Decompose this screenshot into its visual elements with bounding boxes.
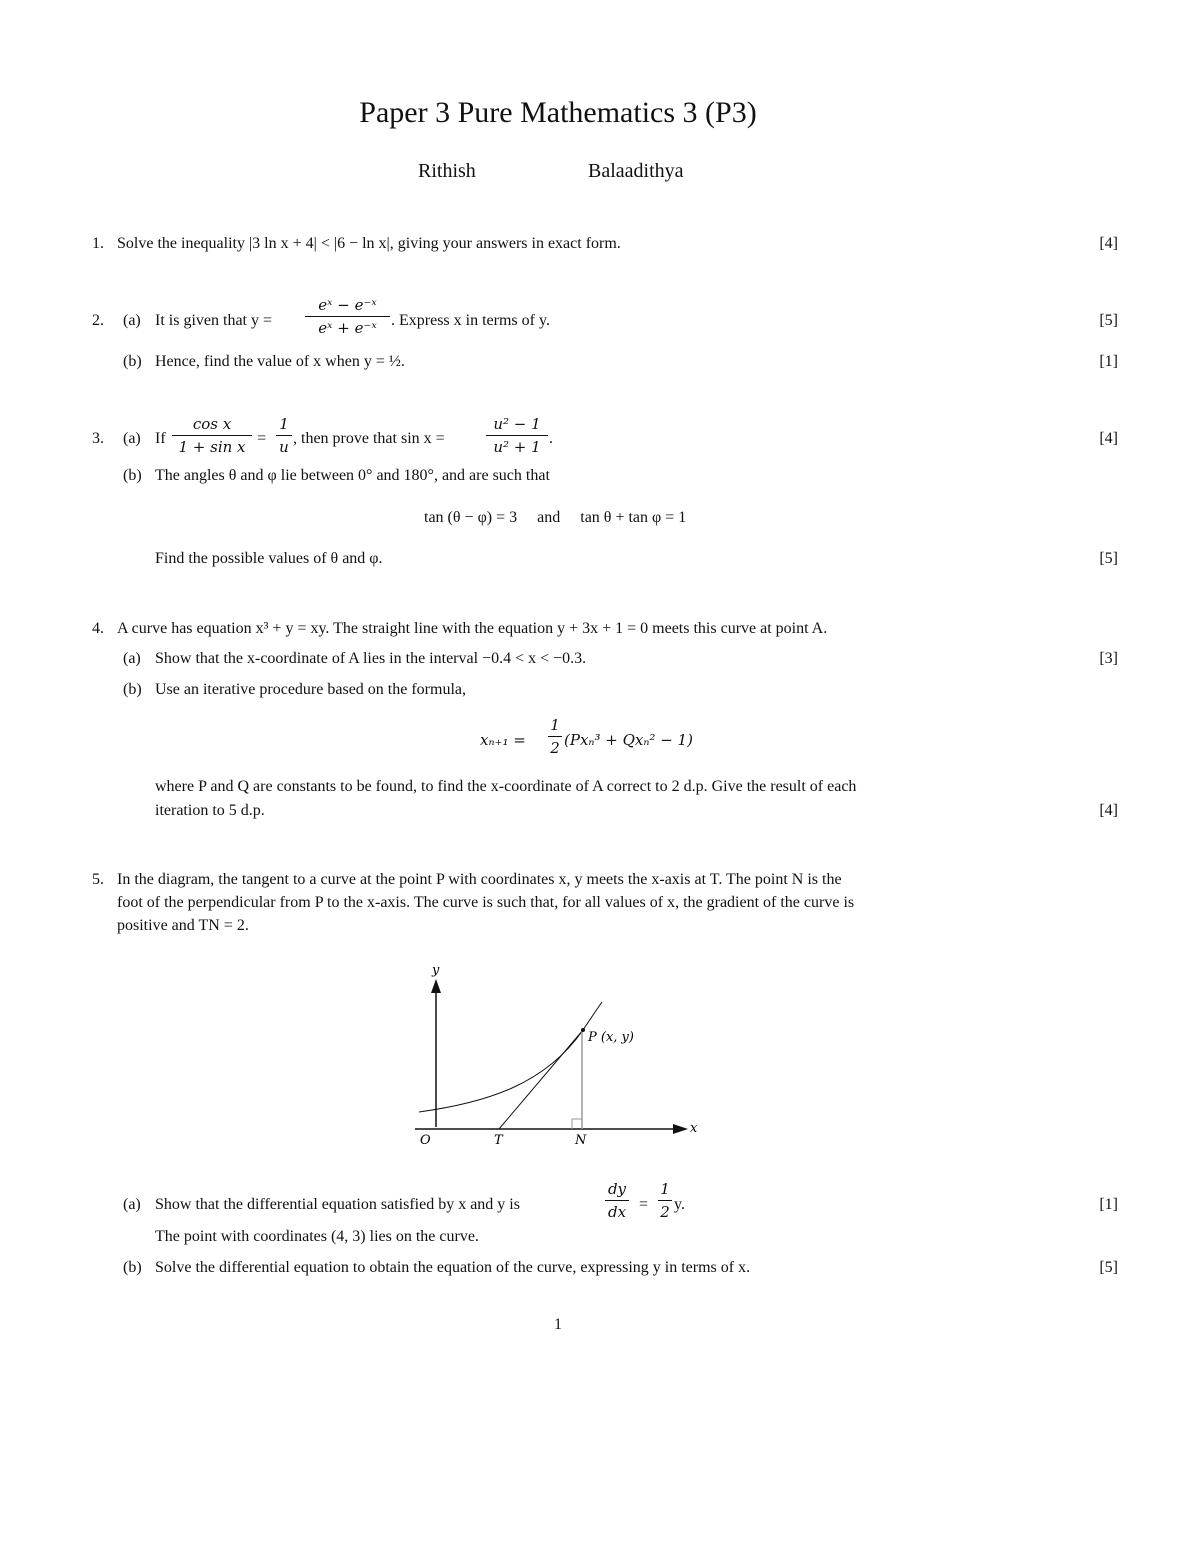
q4b-text: Use an iterative procedure based on the formula, — [155, 681, 466, 698]
q2b-label: (b) — [123, 353, 142, 370]
q5a-fraction-half-den: 2 — [660, 1203, 670, 1221]
q4-formula-half-den: 2 — [550, 739, 560, 757]
q5a-fraction-dydx-num: dy — [605, 1180, 629, 1201]
q1-number: 1. — [92, 235, 104, 252]
q4-formula-half — [548, 716, 562, 757]
q5b-mark: [5] — [1099, 1259, 1118, 1276]
q5a-note: The point with coordinates (4, 3) lies on the curve. — [155, 1228, 479, 1245]
q5a-fraction-dydx — [605, 1180, 629, 1221]
q2b-mark: [1] — [1099, 353, 1118, 370]
q3a-fraction-cos-num: cos x — [172, 415, 252, 436]
q3a-fraction-sin-den: u² + 1 — [493, 438, 541, 456]
q4a-text: Show that the x-coordinate of A lies in the interval −0.4 < x < −0.3. — [155, 650, 587, 667]
q4b-mark: [4] — [1099, 802, 1118, 819]
q1-mark: [4] — [1099, 235, 1118, 252]
q2a-mark: [5] — [1099, 312, 1118, 329]
q5a-prefix: Show that the differential equation satisfied by x and y is — [155, 1196, 520, 1213]
q5a-fraction-dydx-den: dx — [607, 1203, 627, 1221]
q4b-where-line2: iteration to 5 d.p. — [155, 802, 265, 819]
q3a-end: . — [549, 430, 553, 447]
q2a-numerator: eˣ − e⁻ˣ — [305, 296, 390, 317]
q5b-label: (b) — [123, 1259, 142, 1276]
q4-formula-half-num: 1 — [548, 716, 562, 737]
q2b-text: Hence, find the value of x when y = ½. — [155, 353, 405, 370]
q3a-mid: , then prove that sin x = — [293, 430, 445, 447]
q5a-suffix: y. — [674, 1196, 685, 1213]
q4b-label: (b) — [123, 681, 142, 698]
q5b-text: Solve the differential equation to obtain the equation of the curve, expressing y in terms of x. — [155, 1259, 751, 1276]
q3a-fraction-cos-den: 1 + sin x — [178, 438, 246, 456]
q3a-fraction-sin-num: u² − 1 — [486, 415, 548, 436]
q5-line2: foot of the perpendicular from P to the x-axis. The curve is such that, for all values of x, the gradient of the curve is — [117, 894, 855, 911]
q5a-equals: = — [639, 1196, 649, 1213]
q2a-fraction — [305, 296, 390, 337]
q3a-label: (a) — [123, 430, 141, 447]
q1-text: Solve the inequality |3 ln x + 4| < |6 − ln x|, giving your answers in exact form. — [117, 235, 621, 252]
q4-formula-lhs: xₙ₊₁ = — [480, 731, 526, 749]
x-axis-arrow — [673, 1124, 688, 1134]
q2a-prefix: It is given that y = — [155, 312, 273, 329]
q3a-fraction-sin — [486, 415, 548, 456]
q4a-label: (a) — [123, 650, 141, 667]
q3a-equals: = — [257, 430, 267, 447]
q2-number: 2. — [92, 312, 104, 329]
p-label: P (x, y) — [588, 1030, 634, 1045]
q3b-find: Find the possible values of θ and φ. — [155, 550, 383, 567]
q4-number: 4. — [92, 620, 104, 637]
q5a-mark: [1] — [1099, 1196, 1118, 1213]
page-title: Paper 3 Pure Mathematics 3 (P3) — [359, 96, 757, 129]
q4b-where-line1: where P and Q are constants to be found, to find the x-coordinate of A correct to 2 d.p. Give the result of each — [155, 778, 857, 795]
q2a-suffix: . Express x in terms of y. — [391, 312, 550, 329]
y-axis-arrow — [431, 979, 441, 993]
q3b-label: (b) — [123, 467, 142, 484]
q3a-if: If — [155, 430, 166, 447]
page-number: 1 — [554, 1316, 562, 1333]
point-p — [581, 1028, 585, 1032]
q4a-mark: [3] — [1099, 650, 1118, 667]
n-label: N — [575, 1133, 587, 1148]
q2a-denominator: eˣ + e⁻ˣ — [318, 319, 377, 337]
y-axis-label: y — [432, 963, 440, 978]
q3a-fraction-u-den: u — [279, 438, 289, 456]
author-first-name: Rithish — [418, 160, 476, 182]
q5a-label: (a) — [123, 1196, 141, 1213]
curve — [419, 1002, 602, 1112]
q3b-equations: tan (θ − φ) = 3 and tan θ + tan φ = 1 — [424, 509, 687, 526]
q5a-fraction-half — [658, 1180, 672, 1221]
q5-number: 5. — [92, 871, 104, 888]
x-axis-label: x — [690, 1121, 698, 1136]
q5-line1: In the diagram, the tangent to a curve at the point P with coordinates x, y meets the x-axis at T. The point N is the — [117, 871, 842, 888]
q4-text: A curve has equation x³ + y = xy. The straight line with the equation y + 3x + 1 = 0 meets this curve at point A. — [117, 620, 828, 637]
q3b-mark: [5] — [1099, 550, 1118, 567]
t-label: T — [494, 1133, 503, 1148]
q3b-text: The angles θ and φ lie between 0° and 180°, and are such that — [155, 467, 550, 484]
tangent-line — [499, 1030, 583, 1129]
q5a-fraction-half-num: 1 — [658, 1180, 672, 1201]
q3a-mark: [4] — [1099, 430, 1118, 447]
right-angle-marker — [572, 1119, 582, 1129]
q5-line3: positive and TN = 2. — [117, 917, 249, 934]
q4-formula-rhs: (Pxₙ³ + Qxₙ² − 1) — [564, 731, 693, 749]
q3-number: 3. — [92, 430, 104, 447]
author-last-name: Balaadithya — [588, 160, 684, 182]
q3a-fraction-cos — [172, 415, 252, 456]
q2a-label: (a) — [123, 312, 141, 329]
q3a-fraction-u — [276, 415, 292, 456]
tangent-diagram — [405, 955, 715, 1155]
origin-label: O — [420, 1133, 431, 1148]
q3a-fraction-u-num: 1 — [276, 415, 292, 436]
